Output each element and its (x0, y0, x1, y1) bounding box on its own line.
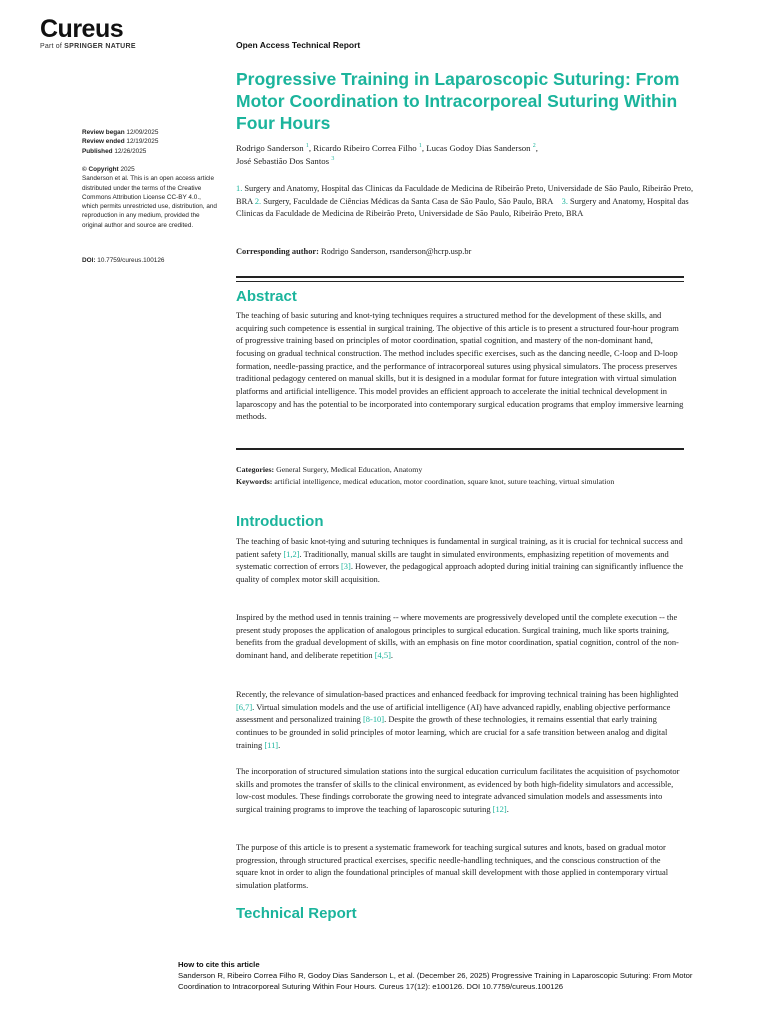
author-affiliation-ref[interactable]: 1 (305, 143, 309, 149)
categories-value: General Surgery, Medical Education, Anatomy (276, 465, 423, 474)
affiliation-number: 2. (254, 196, 262, 206)
author-affiliation-ref[interactable]: 3 (331, 156, 335, 162)
author-name[interactable]: José Sebastião Dos Santos (236, 156, 330, 166)
copyright-year: 2025 (120, 166, 135, 173)
introduction-heading: Introduction (236, 513, 324, 530)
reference-link[interactable]: [12] (492, 803, 507, 814)
keywords (236, 476, 684, 488)
reference-link[interactable]: [11] (264, 739, 279, 750)
review-began-date: 12/09/2025 (126, 129, 159, 136)
doi-label: DOI: (82, 257, 96, 264)
technical-report-heading: Technical Report (236, 905, 357, 922)
categories-label: Categories: (236, 465, 275, 474)
affiliation-number: 3. (561, 196, 568, 206)
logo-subtitle: Part of SPRINGER NATURE (40, 43, 136, 50)
corresponding-author (236, 247, 706, 256)
affiliation-text: Surgery and Anatomy, Hospital das Clinicas da Faculdade de Medicina de Ribeirão Preto, Universidade de São Paulo, Ribeirão Preto, BRA (236, 184, 694, 206)
abstract-heading: Abstract (236, 288, 297, 305)
review-ended-date: 12/19/2025 (126, 138, 159, 146)
copyright-label: © Copyright (82, 166, 119, 173)
affiliation-text: Surgery and Anatomy, Hospital das Clinicas da Faculdade de Medicina de Ribeirão Preto, Universidade de São Paulo, Ribeirão Preto, BRA (236, 196, 689, 218)
doi-block (82, 256, 217, 265)
review-ended-label: Review ended (82, 138, 125, 146)
paragraph: Recently, the relevance of simulation-based practices and enhanced feedback for improving technical training has been highlighted [6,7]. Virtual simulation models and the use of artificial intelligence (AI) have advanced rapidly, enabling objective performance assessment and personalized training [8-10]. Despite the growth of these technologies, it remains essential that early training continues to be grounded in solid principles of motor learning, which are crucial for a safe transition between analog and digital training [11]. (236, 689, 679, 750)
affiliation-text: Surgery, Faculdade de Ciências Médicas da Santa Casa de São Paulo, São Paulo, BRA (263, 196, 554, 206)
citation-text: Sanderson R, Ribeiro Correa Filho R, Godoy Dias Sanderson L, et al. (December 26, 2025) Progressive Training in Laparoscopic Suturing: From Motor Coordination to Intracorporeal Suturing Within Four Hours. Cureus 17(12): e100126. DOI 10.7759/cureus.100126 (178, 971, 693, 991)
license-text: Sanderson et al. This is an open access article distributed under the terms of the Creative Commons Attribution License CC-BY 4.0., which permits unrestricted use, distribution, and reproduction in any medium, provided the original author and source are credited. (82, 175, 217, 229)
author-name[interactable]: Rodrigo Sanderson (236, 143, 304, 153)
report-type-label: Open Access Technical Report (236, 40, 361, 50)
cureus-logo[interactable] (40, 15, 136, 50)
reference-link[interactable]: [6,7] (236, 701, 253, 712)
affiliation-number: 1. (236, 184, 243, 193)
author-name[interactable]: Lucas Godoy Dias Sanderson (426, 143, 531, 153)
corresponding-author-value[interactable]: Rodrigo Sanderson, rsanderson@hcrp.usp.br (321, 247, 472, 256)
article-dates (82, 128, 217, 156)
divider (236, 281, 684, 282)
author-affiliation-ref[interactable]: 1 (418, 143, 422, 149)
categories (236, 464, 684, 476)
citation-heading: How to cite this article (178, 960, 260, 969)
copyright-block (82, 165, 217, 230)
author-name[interactable]: Ricardo Ribeiro Correa Filho (313, 143, 417, 153)
paragraph: Inspired by the method used in tennis training -- where movements are progressively developed until the complete execution -- the present study proposes the application of analogous principles to surgical education. Surgical training, much like sports training, benefits from the gradual development of skills, with an emphasis on fine motor coordination, spatial cognition, control of the non-dominant hand, and deliberate repetition [4,5]. (236, 612, 679, 660)
abstract-text: The teaching of basic suturing and knot-tying techniques requires a structured method for the development of these skills, and acquiring such competence is essential in surgical training. The objective of this article is to present a structured four-hour program of progressive training based on principles of motor coordination, spatial cognition, and mastery of the non-dominant hand, focusing on gradual technical construction. The method includes specific exercises, such as the dancing needle, C-loop and D-loop formation, needle-passing practice, and the performance of intracorporeal sutures using physical simulators. The process preserves traditional pedagogy centered on manual skills, but it is designed in a modular format for future integration with virtual simulation platforms and artificial intelligence. This model provides an efficient approach to accelerate the initial technical development in laparoscopy and has the potential to be incorporated into contemporary surgical education programs that employ immersive learning methods. (236, 310, 684, 422)
logo-wordmark: Cureus (40, 15, 124, 43)
reference-link[interactable]: [8-10] (363, 714, 385, 725)
published-date: 12/26/2025 (114, 147, 147, 155)
affiliations (236, 183, 706, 221)
paragraph: The teaching of basic knot-tying and suturing techniques is fundamental in surgical training, as it is crucial for technical success and patient safety [1,2]. Traditionally, manual skills are taught in simulated environments, emphasizing repetition of movements and systematic correction of errors [3]. However, the pedagogical approach adopted during initial training can significantly influence the quality of complex motor skill acquisition. (236, 536, 684, 584)
divider (236, 276, 684, 278)
keywords-label: Keywords: (236, 477, 273, 486)
corresponding-author-label: Corresponding author: (236, 247, 319, 256)
citation-block (178, 959, 738, 992)
paragraph: The purpose of this article is to present a systematic framework for teaching surgical sutures and knots, based on gradual motor progression, through structured practical exercises, specific needle-handling techniques, and the conscious construction of the square knot in order to align the foundational principles of manual skill development with those applied in contemporary virtual simulation platforms. (236, 842, 669, 890)
keywords-value: artificial intelligence, medical education, motor coordination, square knot, suture teaching, virtual simulation (274, 477, 615, 486)
author-affiliation-ref[interactable]: 2 (532, 143, 536, 149)
reference-link[interactable]: [3] (340, 561, 351, 572)
review-began-label: Review began (82, 129, 125, 136)
reference-link[interactable]: [4,5] (374, 649, 391, 660)
paragraph: The incorporation of structured simulation stations into the surgical education curriculum facilitates the acquisition of psychomotor skills and promotes the transfer of skills to the clinical environment, as evidenced by both high-fidelity simulators and accessible, low-cost modules. These findings corroborate the growing need to integrate advanced simulation models and assessments into surgical training programs to improve the teaching of laparoscopic suturing [12]. (236, 766, 680, 814)
published-label: Published (82, 147, 113, 155)
article-title: Progressive Training in Laparoscopic Suturing: From Motor Coordination to Intracorporeal Suturing Within Four Hours (236, 69, 680, 133)
reference-link[interactable]: [1,2] (283, 548, 300, 559)
divider (236, 448, 684, 450)
author-list: Rodrigo Sanderson $^1$, Ricardo Ribeiro Correa Filho $^1$, Lucas Godoy Dias Sanderson $^2$, José Sebastião Dos Santos $^3$ (236, 143, 538, 166)
doi-link[interactable]: 10.7759/cureus.100126 (97, 257, 165, 264)
